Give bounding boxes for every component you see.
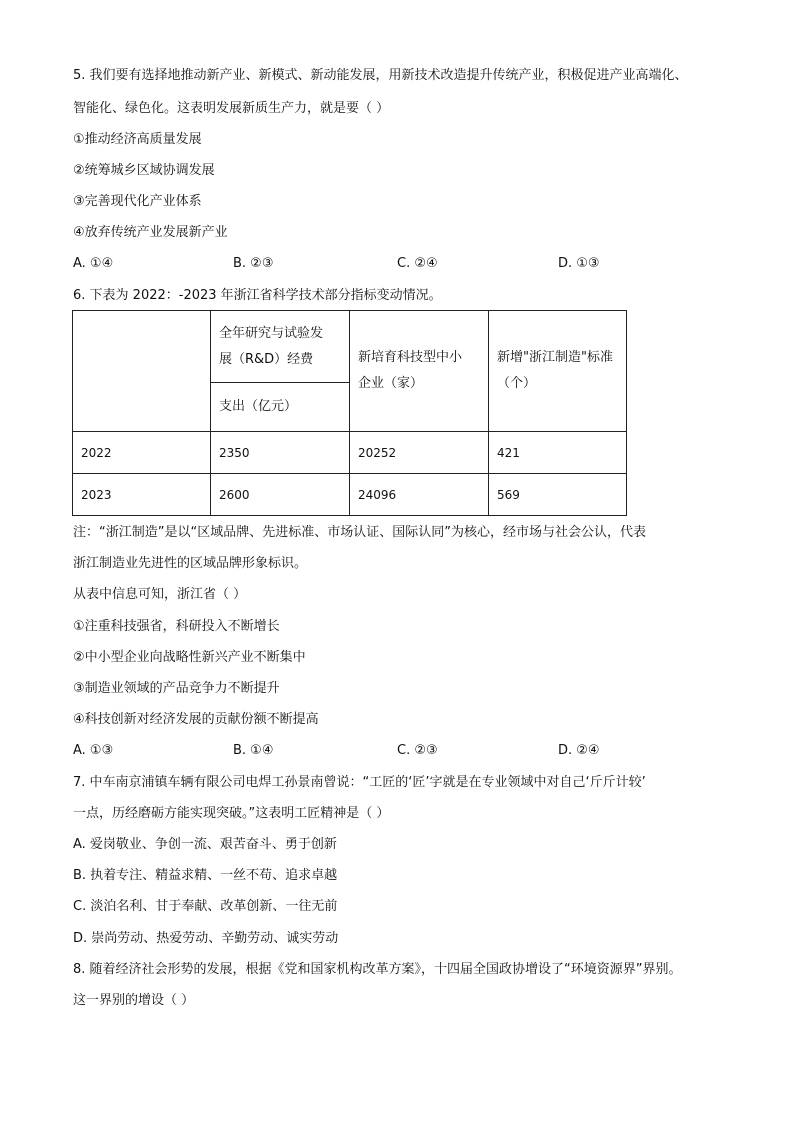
q6-prompt: 从表中信息可知，浙江省（ ） xyxy=(73,587,247,602)
q6-option-d: D. ②④ xyxy=(558,743,600,758)
q5-option-d: D. ①③ xyxy=(558,256,600,271)
row-2023-standard: 569 xyxy=(489,474,627,516)
q6-option-c: C. ②③ xyxy=(397,743,438,758)
q5-option-b: B. ②③ xyxy=(233,256,274,271)
q8-stem-line1: 8. 随着经济社会形势的发展，根据《党和国家机构改革方案》，十四届全国政协增设了“环境资源界”界别。 xyxy=(73,962,682,977)
row-2022-standard: 421 xyxy=(489,432,627,474)
indicator-table xyxy=(72,310,627,516)
q6-option-a: A. ①③ xyxy=(73,743,114,758)
q6-statement-2: ②中小型企业向战略性新兴产业不断集中 xyxy=(73,650,306,665)
row-2022-rd: 2350 xyxy=(211,432,350,474)
q6-statement-4: ④科技创新对经济发展的贡献份额不断提高 xyxy=(73,712,319,727)
q5-statement-4: ④放弃传统产业发展新产业 xyxy=(73,225,228,240)
q6-note-line1: 注：“浙江制造”是以“区域品牌、先进标准、市场认证、国际认同”为核心，经市场与社会公认，代表 xyxy=(73,525,646,540)
header-rd-line1: 全年研究与试验发 xyxy=(219,325,324,341)
row-2022-year: 2022 xyxy=(73,432,211,474)
q6-stem: 6. 下表为 2022：-2023 年浙江省科学技术部分指标变动情况。 xyxy=(73,288,442,303)
q5-statement-1: ①推动经济高质量发展 xyxy=(73,132,202,147)
q7-stem-line2: 一点，历经磨砺方能实现突破。”这表明工匠精神是（ ） xyxy=(73,806,390,821)
q5-option-c: C. ②④ xyxy=(397,256,438,271)
header-sme-line2: 企业（家） xyxy=(358,376,424,391)
q5-stem-line2: 智能化、绿色化。这表明发展新质生产力，就是要（ ） xyxy=(73,101,390,116)
row-2023-rd: 2600 xyxy=(211,474,350,516)
header-sme-line1: 新培育科技型中小 xyxy=(358,350,463,365)
q7-choice-d: D. 崇尚劳动、热爱劳动、辛勤劳动、诚实劳动 xyxy=(73,931,339,946)
q5-statement-3: ③完善现代化产业体系 xyxy=(73,194,202,209)
header-sme xyxy=(350,311,489,432)
q6-statement-3: ③制造业领域的产品竞争力不断提升 xyxy=(73,681,280,696)
row-2023-year: 2023 xyxy=(73,474,211,516)
q7-choice-b: B. 执着专注、精益求精、一丝不苟、追求卓越 xyxy=(73,868,338,883)
q6-note-line2: 浙江制造业先进性的区域品牌形象标识。 xyxy=(73,556,308,571)
q7-choice-a: A. 爱岗敬业、争创一流、艰苦奋斗、勇于创新 xyxy=(73,837,337,852)
q8-stem-line2: 这一界别的增设（ ） xyxy=(73,993,195,1008)
q6-statement-1: ①注重科技强省，科研投入不断增长 xyxy=(73,619,280,634)
header-rd-bottom: 支出（亿元） xyxy=(211,383,350,432)
q7-stem-line1: 7. 中车南京浦镇车辆有限公司电焊工孙景南曾说：“工匠的‘匠’字就是在专业领域中对自己‘斤斤计较’ xyxy=(73,775,646,790)
row-2023-sme: 24096 xyxy=(350,474,489,516)
header-standard-line2: （个） xyxy=(497,376,537,391)
header-rd-top xyxy=(211,311,350,383)
q6-option-b: B. ①④ xyxy=(233,743,274,758)
header-standard-line1: 新增"浙江制造"标准 xyxy=(497,350,613,365)
q5-stem-line1: 5. 我们要有选择地推动新产业、新模式、新动能发展，用新技术改造提升传统产业，积极促进产业高端化、 xyxy=(73,68,688,83)
table-corner-cell xyxy=(73,311,211,432)
header-rd-line2: 展（R&D）经费 xyxy=(219,351,314,367)
row-2022-sme: 20252 xyxy=(350,432,489,474)
header-standard xyxy=(489,311,627,432)
q5-statement-2: ②统筹城乡区域协调发展 xyxy=(73,163,215,178)
q5-option-a: A. ①④ xyxy=(73,256,114,271)
q7-choice-c: C. 淡泊名利、甘于奉献、改革创新、一往无前 xyxy=(73,899,338,914)
